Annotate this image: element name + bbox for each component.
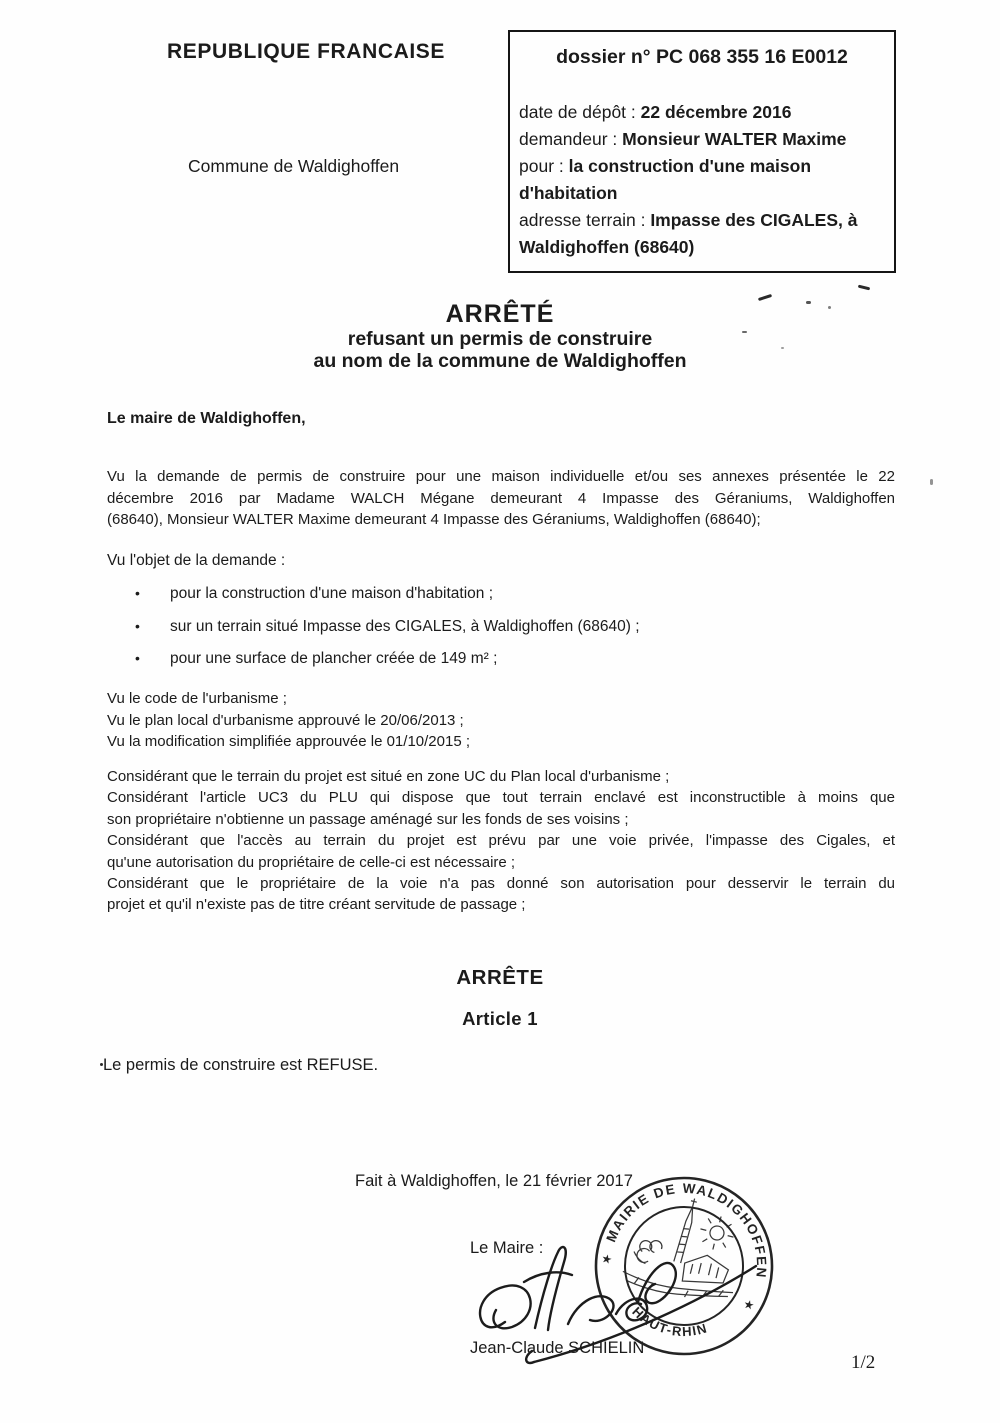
decision-text: Le permis de construire est REFUSE. — [103, 1056, 379, 1074]
considerant-line: Considérant l'article UC3 du PLU qui dispose que tout terrain enclavé est inconstructible à moins que — [107, 789, 895, 807]
scan-artifact — [930, 479, 933, 485]
place-date: Fait à Waldighoffen, le 21 février 2017 — [355, 1172, 633, 1190]
dossier-row-date — [519, 99, 885, 126]
decree-subtitle-1: refusant un permis de construire — [347, 328, 653, 350]
considerant-line: projet et qu'il n'existe pas de titre créant servitude de passage ; — [107, 896, 526, 914]
scan-artifact — [100, 1063, 103, 1066]
signatory-title: Le Maire : — [470, 1239, 544, 1257]
stamp-top-text: MAIRIE DE WALDIGHOFFEN — [603, 1180, 770, 1280]
stamp-star-left-icon: ★ — [599, 1251, 614, 1268]
decree-title: ARRÊTÉ — [445, 300, 555, 328]
paragraph-line: (68640), Monsieur WALTER Maxime demeurant 4 Impasse des Géraniums, Waldighoffen (68640); — [107, 511, 761, 528]
dossier-row-label: date de dépôt : — [519, 102, 641, 122]
decision-heading: ARRÊTE — [456, 966, 544, 989]
considerant-line: Considérant que l'accès au terrain du projet est prévu par une voie privée, l'impasse des Cigales, et — [107, 832, 895, 850]
scan-artifact — [858, 285, 870, 291]
dossier-box — [508, 30, 896, 273]
article-heading: Article 1 — [462, 1008, 538, 1029]
dossier-row-value: 22 décembre 2016 — [640, 102, 792, 122]
object-intro: Vu l'objet de la demande : — [107, 552, 286, 569]
list-item — [135, 583, 855, 604]
dossier-row-adresse — [519, 207, 885, 261]
bullet-list — [135, 583, 855, 681]
bullet-icon: • — [135, 617, 140, 634]
considerant-line: qu'une autorisation du propriétaire de celle-ci est nécessaire ; — [107, 853, 516, 871]
signature-mark — [440, 1230, 780, 1380]
list-item — [135, 616, 855, 637]
scan-artifact — [781, 347, 784, 349]
list-item — [135, 648, 855, 669]
bullet-text: pour une surface de plancher créée de 149 m² ; — [170, 650, 498, 667]
bullet-icon: • — [135, 585, 140, 601]
considerant-line: Considérant que le terrain du projet est situé en zone UC du Plan local d'urbanisme ; — [107, 768, 670, 785]
paragraph-line: Vu la demande de permis de construire pour une maison individuelle et/ou ses annexes présentée le 22 — [107, 468, 895, 485]
considerant-block — [107, 766, 895, 916]
signatory-name: Jean-Claude SCHIELIN — [470, 1339, 645, 1357]
dossier-row-demandeur — [519, 126, 885, 153]
stamp-star-right-icon: ★ — [741, 1296, 756, 1313]
dossier-row-value: Monsieur WALTER Maxime — [622, 129, 847, 149]
dossier-number: dossier n° PC 068 355 16 E0012 — [556, 46, 848, 68]
stamp-bottom-text: HAUT-RHIN — [629, 1303, 710, 1340]
dossier-row-value: la construction d'une maison d'habitation — [519, 156, 812, 203]
paragraph-line: décembre 2016 par Madame WALCH Mégane demeurant 4 Impasse des Géraniums, Waldighoffen — [107, 489, 895, 507]
vu-line: Vu le plan local d'urbanisme approuvé le 20/06/2013 ; — [107, 711, 464, 729]
bullet-icon: • — [135, 650, 140, 666]
decree-title-block — [0, 299, 1000, 372]
considerant-line: son propriétaire n'obtienne un passage aménagé sur les fonds de ses voisins ; — [107, 810, 629, 828]
bullet-text: pour la construction d'une maison d'habitation ; — [170, 585, 494, 602]
bullet-text: sur un terrain situé Impasse des CIGALES, à Waldighoffen (68640) ; — [170, 617, 640, 635]
salutation: Le maire de Waldighoffen, — [107, 410, 306, 427]
vu-block — [107, 688, 895, 753]
scan-artifact — [828, 306, 831, 309]
dossier-row-value: Impasse des CIGALES, à Waldighoffen (68640) — [519, 210, 858, 257]
dossier-row-pour — [519, 153, 885, 207]
dossier-row-label: adresse terrain : — [519, 210, 651, 230]
vu-line: Vu le code de l'urbanisme ; — [107, 690, 287, 707]
paragraph-request — [107, 466, 895, 531]
decree-subtitle-2: au nom de la commune de Waldighoffen — [313, 349, 687, 372]
page-number: 1/2 — [851, 1352, 876, 1373]
scan-artifact — [742, 331, 747, 333]
considerant-line: Considérant que le propriétaire de la voie n'a pas donné son autorisation pour desservir le terrain du — [107, 875, 895, 893]
dossier-row-label: demandeur : — [519, 129, 623, 149]
vu-line: Vu la modification simplifiée approuvée le 01/10/2015 ; — [107, 733, 471, 750]
republic-title: REPUBLIQUE FRANCAISE — [167, 40, 446, 63]
commune-label: Commune de Waldighoffen — [188, 156, 400, 176]
scan-artifact — [806, 301, 811, 304]
dossier-row-label: pour : — [519, 156, 569, 176]
